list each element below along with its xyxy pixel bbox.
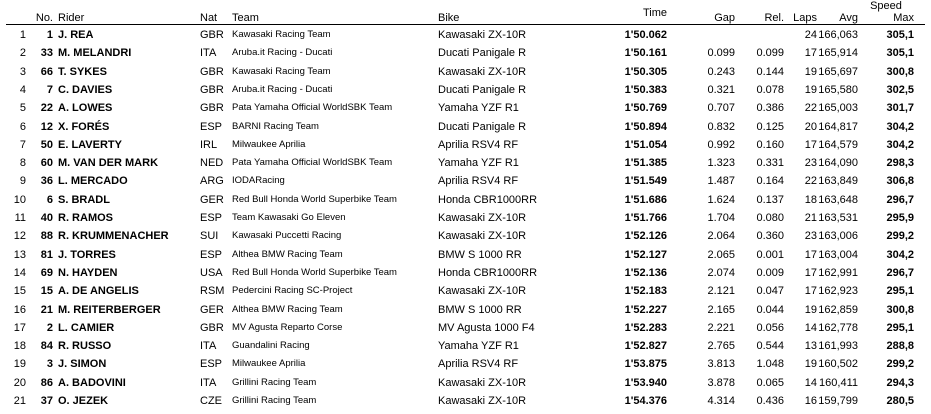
table-row (0, 44, 931, 62)
cell-no: 40 (40, 212, 53, 224)
cell-time: 1'54.376 (624, 395, 667, 407)
cell-nat: ESP (200, 120, 223, 133)
cell-max: 288,8 (886, 340, 914, 353)
header-no: No. (35, 12, 53, 24)
cell-bike: Kawasaki ZX-10R (438, 29, 527, 41)
cell-bike: Aprilia RSV4 RF (438, 138, 519, 151)
cell-bike: BMW S 1000 RR (438, 303, 522, 316)
cell-rider: C. DAVIES (58, 83, 113, 96)
cell-rider: M. REITERBERGER (58, 303, 161, 316)
cell-time: 1'52.136 (624, 266, 667, 279)
cell-team: Althea BMW Racing Team (232, 248, 343, 260)
cell-bike: Ducati Panigale R (438, 83, 527, 96)
cell-no: 21 (40, 303, 53, 316)
cell-time: 1'50.894 (624, 120, 667, 133)
cell-rel: 0.078 (756, 83, 784, 96)
cell-nat: GBR (200, 102, 224, 115)
cell-bike: Aprilia RSV4 RF (438, 358, 519, 371)
cell-rel: 0.065 (756, 376, 784, 389)
cell-team: BARNI Racing Team (232, 120, 319, 132)
cell-team: Grillini Racing Team (232, 376, 317, 388)
table-row (0, 172, 931, 190)
cell-rel: 0.137 (756, 193, 784, 206)
cell-max: 295,9 (886, 212, 914, 224)
cell-team: Team Kawasaki Go Eleven (232, 212, 346, 223)
cell-rider: E. LAVERTY (58, 138, 122, 151)
cell-max: 305,1 (886, 47, 914, 60)
table-row (0, 301, 931, 319)
table-row (0, 99, 931, 117)
cell-no: 33 (40, 47, 53, 60)
cell-no: 7 (46, 83, 53, 96)
table-row (0, 282, 931, 300)
cell-rel: 0.160 (756, 138, 784, 151)
header-divider (6, 24, 925, 25)
cell-rider: L. MERCADO (58, 175, 128, 188)
cell-rider: R. KRUMMENACHER (58, 230, 169, 243)
cell-max: 295,1 (886, 285, 914, 298)
cell-rel: 1.048 (756, 358, 784, 371)
cell-avg: 160,502 (818, 358, 858, 371)
cell-time: 1'52.827 (624, 340, 667, 353)
cell-rider: J. REA (58, 29, 94, 41)
cell-no: 50 (40, 138, 53, 151)
cell-rel: 0.001 (756, 248, 784, 261)
cell-gap: 1.704 (707, 212, 735, 224)
cell-bike: Ducati Panigale R (438, 120, 527, 133)
cell-team: Grillini Racing Team (232, 395, 317, 406)
cell-pos: 8 (19, 157, 26, 170)
cell-avg: 163,531 (818, 212, 858, 224)
cell-gap: 4.314 (707, 395, 735, 407)
cell-team: Guandalini Racing (232, 340, 310, 352)
cell-rider: J. TORRES (58, 248, 116, 261)
cell-pos: 15 (13, 285, 26, 298)
cell-no: 12 (40, 120, 53, 133)
cell-bike: Yamaha YZF R1 (438, 157, 519, 170)
table-row (0, 227, 931, 245)
cell-team: Kawasaki Racing Team (232, 29, 331, 40)
cell-avg: 162,923 (818, 285, 858, 298)
cell-avg: 163,006 (818, 230, 858, 243)
cell-nat: ITA (200, 376, 217, 389)
cell-laps: 14 (804, 321, 817, 334)
cell-laps: 19 (804, 358, 817, 371)
cell-max: 296,7 (886, 266, 914, 279)
cell-time: 1'52.126 (624, 230, 667, 243)
cell-avg: 165,580 (818, 83, 858, 96)
cell-max: 296,7 (886, 193, 914, 206)
cell-rel: 0.009 (756, 266, 784, 279)
cell-laps: 17 (804, 285, 817, 298)
cell-time: 1'52.127 (624, 248, 667, 261)
cell-pos: 18 (13, 340, 26, 353)
cell-bike: Aprilia RSV4 RF (438, 175, 519, 188)
cell-nat: RSM (200, 285, 225, 298)
cell-time: 1'51.549 (624, 175, 667, 188)
cell-laps: 19 (804, 65, 817, 78)
cell-gap: 0.992 (707, 138, 735, 151)
table-row (0, 264, 931, 282)
cell-rider: X. FORÉS (58, 120, 110, 133)
cell-no: 15 (40, 285, 53, 298)
cell-no: 2 (46, 321, 53, 334)
cell-rider: M. VAN DER MARK (58, 157, 159, 170)
cell-avg: 159,799 (818, 395, 858, 407)
table-row (0, 337, 931, 355)
cell-pos: 1 (19, 29, 26, 41)
cell-max: 298,3 (886, 157, 914, 170)
cell-max: 295,1 (886, 321, 914, 334)
cell-avg: 161,993 (818, 340, 858, 353)
cell-team: Milwaukee Aprilia (232, 138, 306, 150)
cell-team: Kawasaki Puccetti Racing (232, 230, 342, 242)
cell-no: 69 (40, 266, 53, 279)
cell-bike: Kawasaki ZX-10R (438, 395, 527, 407)
cell-no: 22 (40, 102, 53, 115)
cell-time: 1'50.161 (624, 47, 667, 60)
cell-rel: 0.047 (756, 285, 784, 298)
cell-max: 300,8 (886, 65, 914, 78)
cell-max: 301,7 (886, 102, 914, 115)
cell-bike: Yamaha YZF R1 (438, 340, 519, 353)
cell-nat: SUI (200, 230, 219, 243)
cell-avg: 166,063 (818, 29, 858, 41)
cell-laps: 22 (804, 175, 817, 188)
cell-laps: 17 (804, 138, 817, 151)
cell-gap: 0.707 (707, 102, 735, 115)
cell-time: 1'53.875 (624, 358, 667, 371)
cell-pos: 4 (19, 83, 26, 96)
cell-team: Aruba.it Racing - Ducati (232, 83, 333, 95)
table-row (0, 191, 931, 209)
cell-rider: L. CAMIER (58, 321, 115, 334)
cell-rider: J. SIMON (58, 358, 107, 371)
cell-no: 86 (40, 376, 53, 389)
cell-avg: 162,778 (818, 321, 858, 334)
cell-laps: 23 (804, 157, 817, 170)
cell-no: 88 (40, 230, 53, 243)
cell-rel: 0.331 (756, 157, 784, 170)
header-speed: Speed (870, 0, 902, 12)
cell-team: Red Bull Honda World Superbike Team (232, 193, 397, 205)
cell-bike: Kawasaki ZX-10R (438, 230, 527, 243)
table-row (0, 118, 931, 136)
cell-gap: 0.099 (707, 47, 735, 60)
cell-laps: 21 (804, 212, 817, 224)
cell-laps: 22 (804, 102, 817, 115)
table-row (0, 209, 931, 227)
cell-laps: 14 (804, 376, 817, 389)
cell-bike: Kawasaki ZX-10R (438, 285, 527, 298)
cell-gap: 2.765 (707, 340, 735, 353)
cell-avg: 163,648 (818, 193, 858, 206)
cell-gap: 0.243 (707, 65, 735, 78)
cell-max: 294,3 (886, 376, 914, 389)
cell-time: 1'50.305 (624, 65, 667, 78)
cell-rel: 0.144 (756, 65, 784, 78)
cell-avg: 165,003 (818, 102, 858, 115)
cell-team: Pata Yamaha Official WorldSBK Team (232, 102, 393, 114)
cell-avg: 160,411 (819, 376, 858, 389)
cell-pos: 14 (13, 266, 26, 279)
cell-max: 299,2 (886, 230, 914, 243)
table-header (0, 0, 931, 26)
cell-nat: USA (200, 266, 223, 279)
table-row (0, 63, 931, 81)
table-row (0, 154, 931, 172)
cell-avg: 164,579 (818, 138, 858, 151)
cell-gap: 3.813 (707, 358, 735, 371)
cell-bike: Yamaha YZF R1 (438, 102, 519, 115)
cell-laps: 19 (804, 83, 817, 96)
cell-nat: ARG (200, 175, 224, 188)
cell-time: 1'52.227 (624, 303, 667, 316)
cell-nat: GBR (200, 321, 224, 334)
cell-avg: 165,914 (818, 47, 858, 60)
cell-max: 280,5 (886, 395, 914, 407)
cell-rider: T. SYKES (58, 65, 107, 78)
cell-avg: 165,697 (818, 65, 858, 78)
cell-rel: 0.164 (756, 175, 784, 188)
cell-max: 306,8 (886, 175, 914, 188)
cell-bike: Kawasaki ZX-10R (438, 65, 527, 78)
cell-no: 84 (40, 340, 53, 353)
header-rel: Rel. (764, 12, 784, 24)
cell-gap: 2.221 (707, 321, 735, 334)
table-row (0, 319, 931, 337)
header-team: Team (232, 12, 259, 24)
cell-team: Milwaukee Aprilia (232, 358, 306, 370)
cell-laps: 20 (804, 120, 817, 133)
cell-rider: A. BADOVINI (58, 376, 126, 389)
cell-gap: 2.064 (707, 230, 735, 243)
cell-max: 304,2 (886, 248, 914, 261)
cell-no: 37 (40, 395, 53, 407)
cell-no: 66 (40, 65, 53, 78)
cell-no: 36 (40, 175, 53, 188)
cell-rel: 0.360 (756, 230, 784, 243)
cell-gap: 0.832 (707, 120, 735, 133)
cell-avg: 164,090 (818, 157, 858, 170)
table-row (0, 374, 931, 392)
cell-pos: 21 (13, 395, 26, 407)
cell-time: 1'52.183 (624, 285, 667, 298)
cell-rel: 0.080 (756, 212, 784, 224)
cell-time: 1'51.385 (624, 157, 667, 170)
cell-team: Aruba.it Racing - Ducati (232, 47, 333, 59)
cell-no: 81 (40, 248, 53, 261)
header-laps: Laps (793, 12, 817, 24)
cell-gap: 2.065 (707, 248, 735, 261)
cell-laps: 17 (804, 266, 817, 279)
cell-gap: 2.074 (707, 266, 735, 279)
cell-bike: Kawasaki ZX-10R (438, 376, 527, 389)
cell-time: 1'51.766 (624, 212, 667, 224)
cell-laps: 17 (804, 248, 817, 261)
cell-gap: 1.487 (707, 175, 735, 188)
cell-pos: 3 (19, 65, 26, 78)
cell-pos: 13 (13, 248, 26, 261)
cell-time: 1'50.769 (624, 102, 667, 115)
cell-team: Althea BMW Racing Team (232, 303, 343, 315)
cell-avg: 162,991 (818, 266, 858, 279)
cell-max: 305,1 (886, 29, 914, 41)
cell-nat: CZE (200, 395, 222, 407)
cell-gap: 1.624 (707, 193, 735, 206)
cell-avg: 163,004 (818, 248, 858, 261)
cell-avg: 163,849 (818, 175, 858, 188)
cell-no: 6 (46, 193, 53, 206)
cell-pos: 6 (19, 120, 26, 133)
cell-gap: 3.878 (707, 376, 735, 389)
cell-rel: 0.099 (756, 47, 784, 60)
cell-pos: 17 (13, 321, 26, 334)
header-time: Time (642, 7, 667, 19)
cell-gap: 2.165 (707, 303, 735, 316)
cell-laps: 13 (804, 340, 817, 353)
cell-team: Kawasaki Racing Team (232, 65, 331, 77)
cell-laps: 19 (804, 303, 817, 316)
cell-time: 1'52.283 (624, 321, 667, 334)
cell-rider: R. RAMOS (58, 212, 113, 224)
cell-pos: 16 (13, 303, 26, 316)
cell-no: 3 (46, 358, 53, 371)
cell-bike: Honda CBR1000RR (438, 193, 538, 206)
cell-pos: 12 (13, 230, 26, 243)
cell-rel: 0.544 (756, 340, 784, 353)
cell-gap: 0.321 (707, 83, 735, 96)
cell-max: 304,2 (886, 120, 914, 133)
cell-nat: ESP (200, 358, 223, 371)
cell-nat: NED (200, 157, 224, 170)
cell-laps: 17 (804, 47, 817, 60)
cell-nat: ESP (200, 212, 223, 224)
table-row (0, 246, 931, 264)
table-row (0, 26, 931, 44)
cell-pos: 11 (14, 212, 26, 224)
cell-rider: O. JEZEK (58, 395, 109, 407)
cell-nat: GBR (200, 83, 224, 96)
cell-nat: ITA (200, 340, 217, 353)
cell-no: 1 (46, 29, 53, 41)
cell-max: 302,5 (886, 83, 914, 96)
cell-team: IODARacing (232, 175, 285, 187)
table-row (0, 81, 931, 99)
cell-max: 300,8 (886, 303, 914, 316)
header-rider: Rider (58, 12, 85, 24)
header-avg: Avg (839, 12, 858, 24)
cell-time: 1'50.062 (624, 29, 667, 41)
header-gap: Gap (714, 12, 735, 24)
cell-nat: ITA (200, 47, 217, 60)
cell-time: 1'50.383 (624, 83, 667, 96)
cell-rider: S. BRADL (58, 193, 110, 206)
cell-bike: BMW S 1000 RR (438, 248, 522, 261)
cell-team: MV Agusta Reparto Corse (232, 321, 343, 333)
cell-team: Pedercini Racing SC-Project (232, 285, 353, 297)
cell-time: 1'51.686 (624, 193, 667, 206)
cell-rel: 0.044 (756, 303, 784, 316)
cell-nat: GBR (200, 29, 224, 41)
cell-time: 1'53.940 (624, 376, 667, 389)
cell-rider: M. MELANDRI (58, 47, 132, 60)
cell-rider: A. DE ANGELIS (58, 285, 139, 298)
cell-laps: 23 (804, 230, 817, 243)
cell-pos: 19 (13, 358, 26, 371)
cell-nat: GBR (200, 65, 224, 78)
cell-rider: A. LOWES (58, 102, 113, 115)
cell-team: Pata Yamaha Official WorldSBK Team (232, 157, 393, 169)
cell-pos: 20 (13, 376, 26, 389)
table-row (0, 355, 931, 373)
cell-avg: 162,859 (818, 303, 858, 316)
cell-nat: ESP (200, 248, 223, 261)
cell-bike: Kawasaki ZX-10R (438, 212, 527, 224)
cell-rider: R. RUSSO (58, 340, 112, 353)
cell-gap: 1.323 (707, 157, 735, 170)
cell-pos: 9 (19, 175, 26, 188)
cell-avg: 164,817 (818, 120, 858, 133)
cell-bike: Honda CBR1000RR (438, 266, 538, 279)
cell-time: 1'51.054 (624, 138, 667, 151)
cell-gap: 2.121 (707, 285, 735, 298)
table-row (0, 392, 931, 410)
cell-pos: 7 (19, 138, 26, 151)
header-bike: Bike (438, 12, 460, 24)
table-row (0, 136, 931, 154)
cell-max: 299,2 (886, 358, 914, 371)
cell-pos: 10 (13, 193, 26, 206)
header-nat: Nat (200, 12, 218, 24)
cell-rider: N. HAYDEN (58, 266, 118, 279)
cell-nat: GER (200, 193, 224, 206)
cell-pos: 5 (19, 102, 26, 115)
cell-team: Red Bull Honda World Superbike Team (232, 266, 397, 278)
cell-pos: 2 (19, 47, 26, 60)
cell-laps: 24 (804, 29, 817, 41)
cell-laps: 18 (804, 193, 817, 206)
cell-max: 304,2 (886, 138, 914, 151)
cell-rel: 0.056 (756, 321, 784, 334)
cell-rel: 0.436 (756, 395, 784, 407)
cell-rel: 0.386 (756, 102, 784, 115)
cell-no: 60 (40, 157, 53, 170)
cell-bike: Ducati Panigale R (438, 47, 527, 60)
cell-nat: IRL (200, 138, 218, 151)
cell-rel: 0.125 (756, 120, 784, 133)
cell-nat: GER (200, 303, 224, 316)
header-max: Max (893, 12, 914, 24)
cell-bike: MV Agusta 1000 F4 (438, 321, 535, 334)
cell-laps: 16 (804, 395, 817, 407)
